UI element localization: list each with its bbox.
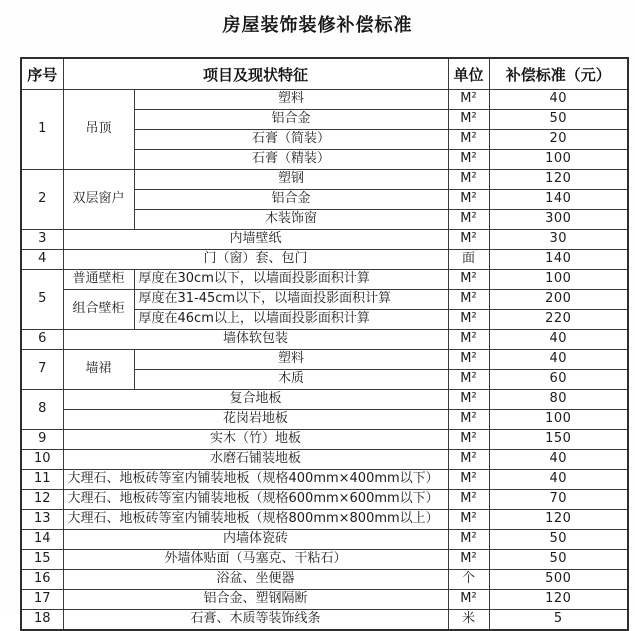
cell-description: 大理石、地板砖等室内铺装地板（规格600mm×600mm以下）	[63, 490, 448, 510]
cell-description: 花岗岩地板	[63, 410, 448, 430]
cell-serial-number: 16	[21, 570, 63, 590]
cell-serial-number: 1	[21, 90, 63, 170]
compensation-table	[20, 57, 629, 631]
cell-description: 门（窗）套、包门	[63, 250, 448, 270]
cell-serial-number: 13	[21, 510, 63, 530]
table-row	[21, 230, 628, 250]
page-title: 房屋装饰装修补偿标准	[222, 15, 413, 36]
cell-value: 40	[489, 450, 628, 470]
cell-unit: M²	[448, 170, 489, 190]
table-row	[21, 610, 628, 631]
cell-category: 吊顶	[63, 90, 134, 170]
cell-description: 墙体软包装	[63, 330, 448, 350]
cell-unit: M²	[448, 290, 489, 310]
cell-value: 60	[489, 370, 628, 390]
table-row	[21, 390, 628, 410]
cell-unit: M²	[448, 190, 489, 210]
cell-serial-number: 7	[21, 350, 63, 390]
cell-serial-number: 6	[21, 330, 63, 350]
cell-serial-number: 18	[21, 610, 63, 631]
table-row	[21, 250, 628, 270]
cell-value: 30	[489, 230, 628, 250]
cell-unit: M²	[448, 150, 489, 170]
cell-value: 100	[489, 410, 628, 430]
cell-description: 铝合金	[134, 110, 448, 130]
table-row	[21, 290, 628, 310]
cell-description: 石膏、木质等装饰线条	[63, 610, 448, 631]
cell-unit: M²	[448, 230, 489, 250]
cell-value: 40	[489, 350, 628, 370]
cell-value: 100	[489, 270, 628, 290]
cell-category: 普通壁柜	[63, 270, 134, 290]
cell-value: 70	[489, 490, 628, 510]
cell-description: 石膏（简装）	[134, 130, 448, 150]
cell-description: 内墙体瓷砖	[63, 530, 448, 550]
table-body	[21, 90, 628, 631]
cell-description: 塑料	[134, 90, 448, 110]
table-row	[21, 490, 628, 510]
table-row	[21, 570, 628, 590]
table-row	[21, 330, 628, 350]
cell-unit: M²	[448, 530, 489, 550]
cell-value: 220	[489, 310, 628, 330]
table-header	[21, 58, 628, 90]
cell-unit: M²	[448, 350, 489, 370]
cell-description: 浴盆、坐便器	[63, 570, 448, 590]
cell-value: 20	[489, 130, 628, 150]
cell-serial-number: 10	[21, 450, 63, 470]
cell-description: 石膏（精装）	[134, 150, 448, 170]
table-row	[21, 90, 628, 110]
cell-description: 外墙体贴面（马塞克、干粘石）	[63, 550, 448, 570]
cell-category: 墙裙	[63, 350, 134, 390]
cell-unit: M²	[448, 450, 489, 470]
cell-value: 5	[489, 610, 628, 631]
cell-serial-number: 12	[21, 490, 63, 510]
table-row	[21, 170, 628, 190]
cell-unit: M²	[448, 110, 489, 130]
cell-serial-number: 14	[21, 530, 63, 550]
cell-serial-number: 17	[21, 590, 63, 610]
cell-serial-number: 9	[21, 430, 63, 450]
cell-unit: M²	[448, 210, 489, 230]
table-row	[21, 450, 628, 470]
cell-description: 厚度在30cm以下，以墙面投影面积计算	[134, 270, 448, 290]
cell-serial-number: 4	[21, 250, 63, 270]
cell-description: 木装饰窗	[134, 210, 448, 230]
cell-value: 140	[489, 190, 628, 210]
cell-description: 塑钢	[134, 170, 448, 190]
cell-unit: M²	[448, 490, 489, 510]
header-row	[21, 58, 628, 90]
cell-unit: M²	[448, 270, 489, 290]
cell-value: 40	[489, 90, 628, 110]
cell-unit: M²	[448, 470, 489, 490]
cell-unit: M²	[448, 130, 489, 150]
cell-unit: 个	[448, 570, 489, 590]
cell-unit: M²	[448, 550, 489, 570]
cell-description: 厚度在31-45cm以下，以墙面投影面积计算	[134, 290, 448, 310]
cell-description: 水磨石铺装地板	[63, 450, 448, 470]
table-row	[21, 590, 628, 610]
cell-value: 50	[489, 550, 628, 570]
cell-value: 150	[489, 430, 628, 450]
cell-description: 厚度在46cm以上，以墙面投影面积计算	[134, 310, 448, 330]
cell-value: 40	[489, 470, 628, 490]
cell-description: 复合地板	[63, 390, 448, 410]
cell-value: 80	[489, 390, 628, 410]
header-compensation-standard: 补偿标准（元）	[489, 58, 628, 90]
cell-value: 50	[489, 110, 628, 130]
cell-description: 实木（竹）地板	[63, 430, 448, 450]
cell-unit: M²	[448, 370, 489, 390]
table-row	[21, 470, 628, 490]
cell-serial-number: 2	[21, 170, 63, 230]
cell-serial-number: 3	[21, 230, 63, 250]
cell-description: 木质	[134, 370, 448, 390]
cell-serial-number: 8	[21, 390, 63, 430]
cell-value: 120	[489, 170, 628, 190]
table-row	[21, 550, 628, 570]
table-row	[21, 510, 628, 530]
cell-value: 140	[489, 250, 628, 270]
cell-unit: M²	[448, 310, 489, 330]
header-unit: 单位	[448, 58, 489, 90]
cell-serial-number: 15	[21, 550, 63, 570]
cell-unit: M²	[448, 430, 489, 450]
header-serial-number: 序号	[21, 58, 63, 90]
cell-unit: M²	[448, 510, 489, 530]
cell-unit: M²	[448, 330, 489, 350]
cell-value: 50	[489, 530, 628, 550]
table-row	[21, 430, 628, 450]
cell-unit: M²	[448, 90, 489, 110]
cell-description: 内墙壁纸	[63, 230, 448, 250]
table-row	[21, 270, 628, 290]
table-row	[21, 410, 628, 430]
table-row	[21, 350, 628, 370]
cell-category: 组合壁柜	[63, 290, 134, 330]
cell-unit: M²	[448, 410, 489, 430]
cell-description: 铝合金、塑钢隔断	[63, 590, 448, 610]
cell-description: 大理石、地板砖等室内铺装地板（规格800mm×800mm以上）	[63, 510, 448, 530]
header-item-features: 项目及现状特征	[63, 58, 448, 90]
cell-value: 500	[489, 570, 628, 590]
cell-unit: M²	[448, 390, 489, 410]
cell-value: 120	[489, 590, 628, 610]
cell-value: 40	[489, 330, 628, 350]
cell-unit: 米	[448, 610, 489, 631]
cell-value: 120	[489, 510, 628, 530]
cell-value: 100	[489, 150, 628, 170]
cell-category: 双层窗户	[63, 170, 134, 230]
table-row	[21, 530, 628, 550]
cell-value: 300	[489, 210, 628, 230]
cell-serial-number: 11	[21, 470, 63, 490]
cell-unit: M²	[448, 590, 489, 610]
cell-description: 大理石、地板砖等室内铺装地板（规格400mm×400mm以下）	[63, 470, 448, 490]
cell-description: 塑料	[134, 350, 448, 370]
cell-value: 200	[489, 290, 628, 310]
cell-unit: 面	[448, 250, 489, 270]
cell-serial-number: 5	[21, 270, 63, 330]
cell-description: 铝合金	[134, 190, 448, 210]
